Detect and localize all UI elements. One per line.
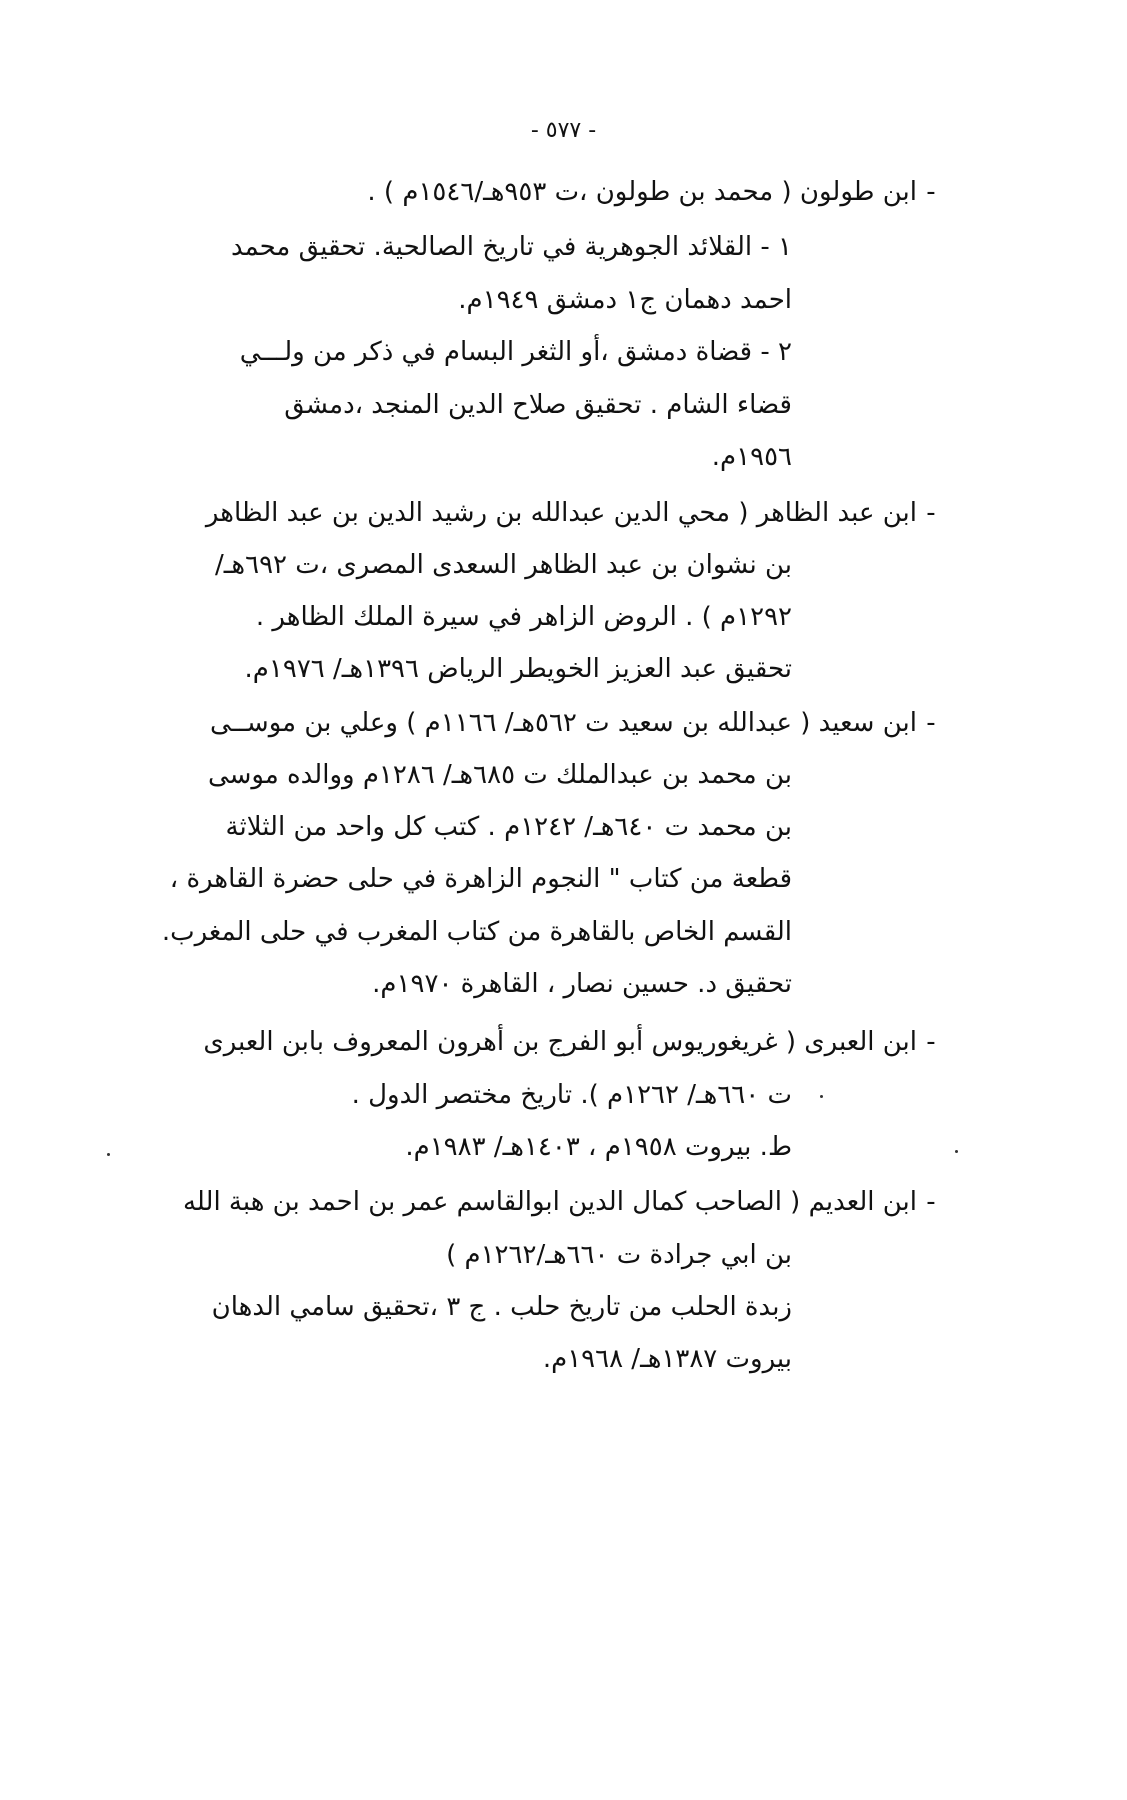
entry-text-line: ت ٦٦٠هـ/ ١٢٦٢م ). تاريخ مختصر الدول .: [351, 1080, 792, 1110]
scan-speck: [820, 1095, 823, 1098]
entry-heading-line: ابن طولون ( محمد بن طولون ،ت ٩٥٣هـ/١٥٤٦م ) .: [367, 177, 917, 207]
entry-heading-line: ابن العبرى ( غريغوريوس أبو الفرج بن أهرون المعروف بابن العبرى: [203, 1027, 917, 1057]
entry-text-line: ٢ - قضاة دمشق ،أو الثغر البسام في ذكر من ولـــي: [239, 337, 792, 367]
entry-text-line: تحقيق عبد العزيز الخويطر الرياض ١٣٩٦هـ/ ١٩٧٦م.: [244, 654, 792, 684]
entry-heading-line: ابن العديم ( الصاحب كمال الدين ابوالقاسم عمر بن احمد بن هبة الله: [182, 1187, 917, 1217]
entry-heading-line: ابن سعيد ( عبدالله بن سعيد ت ٥٦٢هـ/ ١١٦٦م ) وعلي بن موســى: [210, 708, 917, 738]
entry-marker: -: [926, 498, 936, 528]
entry-text-line: قضاء الشام . تحقيق صلاح الدين المنجد ،دمشق: [284, 390, 792, 420]
entry-text-line: بيروت ١٣٨٧هـ/ ١٩٦٨م.: [542, 1344, 792, 1374]
entry-heading-line: ابن عبد الظاهر ( محي الدين عبدالله بن رشيد الدين بن عبد الظاهر: [205, 498, 917, 528]
scan-speck: [955, 1150, 958, 1153]
entry-text-line: ١ - القلائد الجوهرية في تاريخ الصالحية. تحقيق محمد: [230, 232, 792, 262]
entry-marker: -: [926, 177, 936, 207]
scan-speck: [107, 1153, 110, 1156]
entry-text-line: القسم الخاص بالقاهرة من كتاب المغرب في حلى المغرب.: [161, 917, 792, 947]
entry-text-line: بن نشوان بن عبد الظاهر السعدى المصرى ،ت ٦٩٢هـ/: [215, 550, 792, 580]
entry-marker: -: [926, 1027, 936, 1057]
entry-text-line: زبدة الحلب من تاريخ حلب . ج ٣ ،تحقيق سامي الدهان: [211, 1292, 792, 1322]
entry-text-line: بن محمد بن عبدالملك ت ٦٨٥هـ/ ١٢٨٦م ووالده موسى: [207, 760, 792, 790]
entry-text-line: احمد دهمان ج١ دمشق ١٩٤٩م.: [458, 285, 792, 315]
entry-text-line: قطعة من كتاب " النجوم الزاهرة في حلى حضرة القاهرة ،: [169, 864, 792, 894]
entry-text-line: بن ابي جرادة ت ٦٦٠هـ/١٢٦٢م ): [446, 1240, 792, 1270]
entry-text-line: بن محمد ت ٦٤٠هـ/ ١٢٤٢م . كتب كل واحد من الثلاثة: [225, 812, 792, 842]
entry-text-line: تحقيق د. حسين نصار ، القاهرة ١٩٧٠م.: [372, 969, 792, 999]
entry-text-line: ١٢٩٢م ) . الروض الزاهر في سيرة الملك الظاهر .: [255, 602, 792, 632]
entry-text-line: ١٩٥٦م.: [711, 442, 792, 472]
entry-marker: -: [926, 1187, 936, 1217]
entry-text-line: ط. بيروت ١٩٥٨م ، ١٤٠٣هـ/ ١٩٨٣م.: [405, 1132, 792, 1162]
page-number: - ٥٧٧ -: [530, 118, 597, 143]
entry-marker: -: [926, 708, 936, 738]
